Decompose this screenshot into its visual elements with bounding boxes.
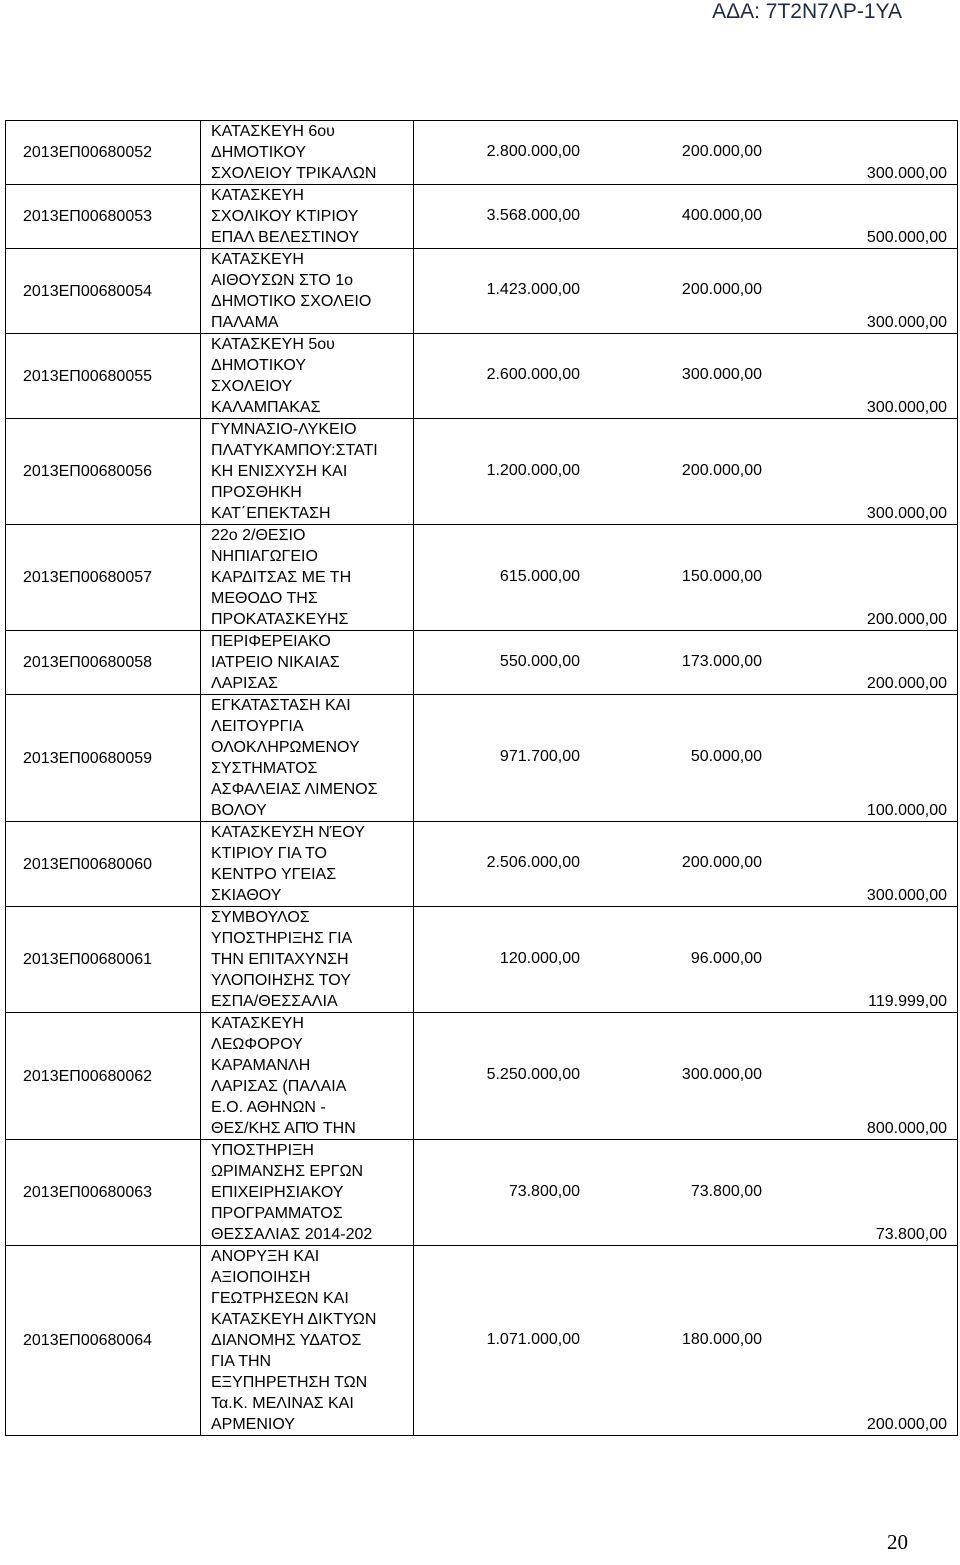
budget-cell: [414, 1246, 958, 1436]
table-row: [6, 334, 958, 419]
project-code: 2013ΕΠ00680057: [6, 525, 201, 631]
budget-cell: [414, 907, 958, 1013]
project-title: ΚΑΤΑΣΚΕΥΗ ΑΙΘΟΥΣΩΝ ΣΤΟ 1ο ΔΗΜΟΤΙΚΟ ΣΧΟΛΕΙΟ ΠΑΛΑΜΑ: [211, 251, 372, 331]
allocation-value: 300.000,00: [681, 1066, 762, 1083]
allocation-value: 200.000,00: [681, 143, 762, 160]
project-code: 2013ΕΠ00680052: [6, 121, 201, 185]
allocation-value: 173.000,00: [681, 653, 762, 670]
budget-cell: [414, 419, 958, 525]
project-title: ΚΑΤΑΣΚΕΥΗ 6ου ΔΗΜΟΤΙΚΟΥ ΣΧΟΛΕΙΟΥ ΤΡΙΚΑΛΩΝ: [211, 123, 377, 182]
project-code: 2013ΕΠ00680059: [6, 695, 201, 822]
allocation-value: 200.000,00: [681, 462, 762, 479]
total-budget-value: 1.423.000,00: [486, 281, 580, 298]
total-budget-value: 120.000,00: [499, 950, 580, 967]
budget-cell: [414, 695, 958, 822]
project-title: 22ο 2/ΘΕΣΙΟ ΝΗΠΙΑΓΩΓΕΙΟ ΚΑΡΔΙΤΣΑΣ ΜΕ ΤΗ ΜΕΘΟΔΟ ΤΗΣ ΠΡΟΚΑΤΑΣΚΕΥΗΣ: [211, 527, 352, 628]
project-title: ΥΠΟΣΤΗΡΙΞΗ ΩΡΙΜΑΝΣΗΣ ΕΡΓΩΝ ΕΠΙΧΕΙΡΗΣΙΑΚΟΥ ΠΡΟΓΡΑΜΜΑΤΟΣ ΘΕΣΣΑΛΙΑΣ 2014-202: [211, 1142, 373, 1243]
annual-value: 800.000,00: [866, 1120, 947, 1137]
project-title-cell: [201, 1140, 414, 1246]
project-title: ΕΓΚΑΤΑΣΤΑΣΗ ΚΑΙ ΛΕΙΤΟΥΡΓΙΑ ΟΛΟΚΛΗΡΩΜΕΝΟΥ ΣΥΣΤΗΜΑΤΟΣ ΑΣΦΑΛΕΙΑΣ ΛΙΜΕΝΟΣ ΒΟΛΟΥ: [211, 697, 378, 819]
page-number: 20: [887, 1530, 908, 1554]
table-row: [6, 695, 958, 822]
annual-value: 300.000,00: [866, 887, 947, 904]
project-title: ΚΑΤΑΣΚΕΥΗ 5ου ΔΗΜΟΤΙΚΟΥ ΣΧΟΛΕΙΟΥ ΚΑΛΑΜΠΑΚΑΣ: [211, 336, 335, 416]
allocation-value: 200.000,00: [681, 854, 762, 871]
project-code: 2013ΕΠ00680064: [6, 1246, 201, 1436]
allocation-value: 200.000,00: [681, 281, 762, 298]
table-row: [6, 185, 958, 249]
budget-cell: [414, 822, 958, 907]
project-title: ΣΥΜΒΟΥΛΟΣ ΥΠΟΣΤΗΡΙΞΗΣ ΓΙΑ ΤΗΝ ΕΠΙΤΑΧΥΝΣΗ ΥΛΟΠΟΙΗΣΗΣ ΤΟΥ ΕΣΠΑ/ΘΕΣΣΑΛΙΑ: [211, 909, 353, 1010]
table-row: [6, 907, 958, 1013]
budget-cell: [414, 1013, 958, 1140]
annual-value: 300.000,00: [866, 505, 947, 522]
project-title-cell: [201, 121, 414, 185]
project-title-cell: [201, 631, 414, 695]
project-title-cell: [201, 695, 414, 822]
project-title: ΚΑΤΑΣΚΕΥΗ ΣΧΟΛΙΚΟΥ ΚΤΙΡΙΟΥ ΕΠΑΛ ΒΕΛΕΣΤΙΝΟΥ: [211, 187, 360, 246]
allocation-value: 150.000,00: [681, 568, 762, 585]
project-code: 2013ΕΠ00680055: [6, 334, 201, 419]
budget-cell: [414, 185, 958, 249]
table-row: [6, 249, 958, 334]
budget-cell: [414, 525, 958, 631]
allocation-value: 73.800,00: [690, 1183, 762, 1200]
project-code: 2013ΕΠ00680056: [6, 419, 201, 525]
annual-value: 300.000,00: [866, 399, 947, 416]
project-code: 2013ΕΠ00680061: [6, 907, 201, 1013]
table-row: [6, 1013, 958, 1140]
budget-cell: [414, 121, 958, 185]
allocation-value: 400.000,00: [681, 207, 762, 224]
total-budget-value: 2.506.000,00: [486, 854, 580, 871]
budget-cell: [414, 249, 958, 334]
total-budget-value: 73.800,00: [508, 1183, 580, 1200]
allocation-value: 96.000,00: [690, 950, 762, 967]
project-title: ΚΑΤΑΣΚΕΥΣΗ ΝΈΟΥ ΚΤΙΡΙΟΥ ΓΙΑ ΤΟ ΚΕΝΤΡΟ ΥΓΕΙΑΣ ΣΚΙΑΘΟΥ: [211, 824, 365, 904]
project-code: 2013ΕΠ00680058: [6, 631, 201, 695]
annual-value: 119.999,00: [868, 993, 947, 1010]
allocation-value: 300.000,00: [681, 366, 762, 383]
total-budget-value: 971.700,00: [499, 748, 580, 765]
total-budget-value: 2.600.000,00: [486, 366, 580, 383]
project-code: 2013ΕΠ00680060: [6, 822, 201, 907]
project-title-cell: [201, 185, 414, 249]
project-title-cell: [201, 334, 414, 419]
table-row: [6, 1246, 958, 1436]
total-budget-value: 1.071.000,00: [486, 1331, 580, 1348]
project-title-cell: [201, 907, 414, 1013]
project-title-cell: [201, 822, 414, 907]
annual-value: 100.000,00: [866, 802, 947, 819]
project-title-cell: [201, 1246, 414, 1436]
total-budget-value: 550.000,00: [499, 653, 580, 670]
annual-value: 200.000,00: [866, 611, 947, 628]
budget-cell: [414, 1140, 958, 1246]
total-budget-value: 1.200.000,00: [486, 462, 580, 479]
total-budget-value: 615.000,00: [499, 568, 580, 585]
project-code: 2013ΕΠ00680054: [6, 249, 201, 334]
project-title: ΓΥΜΝΑΣΙΟ-ΛΥΚΕΙΟ ΠΛΑΤΥΚΑΜΠΟΥ:ΣΤΑΤΙ ΚΗ ΕΝΙΣΧΥΣΗ ΚΑΙ ΠΡΟΣΘΗΚΗ ΚΑΤ΄ΕΠΕΚΤΑΣΗ: [211, 421, 378, 522]
project-title: ΑΝΟΡΥΞΗ ΚΑΙ ΑΞΙΟΠΟΙΗΣΗ ΓΕΩΤΡΗΣΕΩΝ ΚΑΙ ΚΑΤΑΣΚΕΥΗ ΔΙΚΤΥΩΝ ΔΙΑΝΟΜΗΣ ΥΔΑΤΟΣ ΓΙΑ ΤΗΝ ΕΞΥΠΗΡΕΤΗΣΗ ΤΩΝ Τα.Κ. ΜΕΛΙΝΑΣ ΚΑΙ ΑΡΜΕΝΙΟΥ: [211, 1248, 377, 1433]
project-title-cell: [201, 419, 414, 525]
table-row: [6, 822, 958, 907]
budget-cell: [414, 334, 958, 419]
total-budget-value: 5.250.000,00: [486, 1066, 580, 1083]
project-title: ΠΕΡΙΦΕΡΕΙΑΚΟ ΙΑΤΡΕΙΟ ΝΙΚΑΙΑΣ ΛΑΡΙΣΑΣ: [211, 633, 340, 692]
annual-value: 73.800,00: [875, 1226, 947, 1243]
allocation-value: 180.000,00: [681, 1331, 762, 1348]
project-code: 2013ΕΠ00680063: [6, 1140, 201, 1246]
annual-value: 300.000,00: [866, 314, 947, 331]
table-row: [6, 121, 958, 185]
project-title-cell: [201, 1013, 414, 1140]
project-code: 2013ΕΠ00680053: [6, 185, 201, 249]
annual-value: 200.000,00: [866, 1416, 947, 1433]
table-row: [6, 1140, 958, 1246]
projects-table: [5, 120, 958, 1436]
ada-code: ΑΔΑ: 7Τ2Ν7ΛΡ-1ΥΑ: [712, 0, 902, 23]
budget-cell: [414, 631, 958, 695]
annual-value: 500.000,00: [866, 229, 947, 246]
project-code: 2013ΕΠ00680062: [6, 1013, 201, 1140]
project-title-cell: [201, 525, 414, 631]
total-budget-value: 2.800.000,00: [486, 143, 580, 160]
project-title-cell: [201, 249, 414, 334]
allocation-value: 50.000,00: [690, 748, 762, 765]
project-title: ΚΑΤΑΣΚΕΥΗ ΛΕΩΦΟΡΟΥ ΚΑΡΑΜΑΝΛΗ ΛΑΡΙΣΑΣ (ΠΑΛΑΙΑ Ε.Ο. ΑΘΗΝΩΝ - ΘΕΣ/ΚΗΣ ΑΠΌ ΤΗΝ: [211, 1015, 356, 1137]
table-row: [6, 525, 958, 631]
annual-value: 300.000,00: [866, 165, 947, 182]
table-row: [6, 631, 958, 695]
table-row: [6, 419, 958, 525]
annual-value: 200.000,00: [866, 675, 947, 692]
total-budget-value: 3.568.000,00: [486, 207, 580, 224]
